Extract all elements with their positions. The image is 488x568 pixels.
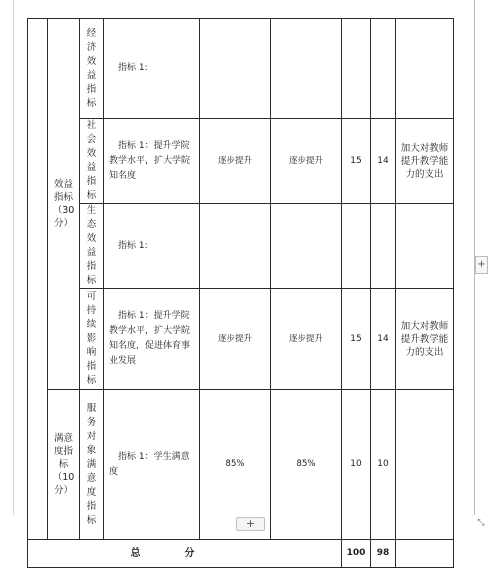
note-cell: 加大对教师提升教学能力的支出 [396, 289, 454, 390]
level2-cell: 经济效益指标 [80, 19, 104, 119]
target-cell: 85% [200, 390, 271, 540]
target-cell [200, 204, 271, 289]
indicator-cell: 指标 1：学生满意度 [104, 390, 200, 540]
score-cell: 10 [371, 390, 396, 540]
level1-benefit-cell: 效益指标（30分） [48, 19, 80, 390]
total-score-cell: 98 [371, 540, 396, 568]
add-row-button[interactable]: + [236, 517, 265, 531]
indicator-cell: 指标 1: [104, 19, 200, 119]
target-cell [200, 19, 271, 119]
blank-cell [28, 19, 48, 540]
actual-cell [271, 19, 342, 119]
score-cell: 14 [371, 289, 396, 390]
weight-cell: 10 [342, 390, 371, 540]
total-row [28, 540, 454, 568]
note-cell: 加大对教师提升教学能力的支出 [396, 119, 454, 204]
add-column-button[interactable]: + [475, 256, 488, 274]
indicator-cell: 指标 1: [104, 204, 200, 289]
table-resize-icon[interactable]: ⤡ [477, 518, 485, 528]
total-note-cell [396, 540, 454, 568]
weight-cell: 15 [342, 119, 371, 204]
level2-cell: 服务对象满意度指标 [80, 390, 104, 540]
score-cell: 14 [371, 119, 396, 204]
note-cell [396, 204, 454, 289]
performance-table [27, 18, 454, 568]
total-label-cell: 总分 [28, 540, 342, 568]
level2-cell: 社会效益指标 [80, 119, 104, 204]
indicator-cell: 指标 1：提升学院教学水平，扩大学院知名度，促进体育事业发展 [104, 289, 200, 390]
note-cell [396, 19, 454, 119]
weight-cell: 15 [342, 289, 371, 390]
target-cell: 逐步提升 [200, 119, 271, 204]
table-row [28, 289, 454, 390]
total-weight-cell: 100 [342, 540, 371, 568]
weight-cell [342, 204, 371, 289]
actual-cell [271, 204, 342, 289]
level2-cell: 生态效益指标 [80, 204, 104, 289]
actual-cell: 逐步提升 [271, 289, 342, 390]
indicator-cell: 指标 1：提升学院教学水平，扩大学院知名度 [104, 119, 200, 204]
page-margin-line-left [13, 0, 14, 515]
table-row [28, 119, 454, 204]
actual-cell: 85% [271, 390, 342, 540]
level1-satisfaction-cell: 满意度指标（10分） [48, 390, 80, 540]
note-cell [396, 390, 454, 540]
score-cell [371, 204, 396, 289]
actual-cell: 逐步提升 [271, 119, 342, 204]
table-row [28, 204, 454, 289]
score-cell [371, 19, 396, 119]
level2-cell: 可持续影响指标 [80, 289, 104, 390]
target-cell: 逐步提升 [200, 289, 271, 390]
weight-cell [342, 19, 371, 119]
table-row [28, 19, 454, 119]
